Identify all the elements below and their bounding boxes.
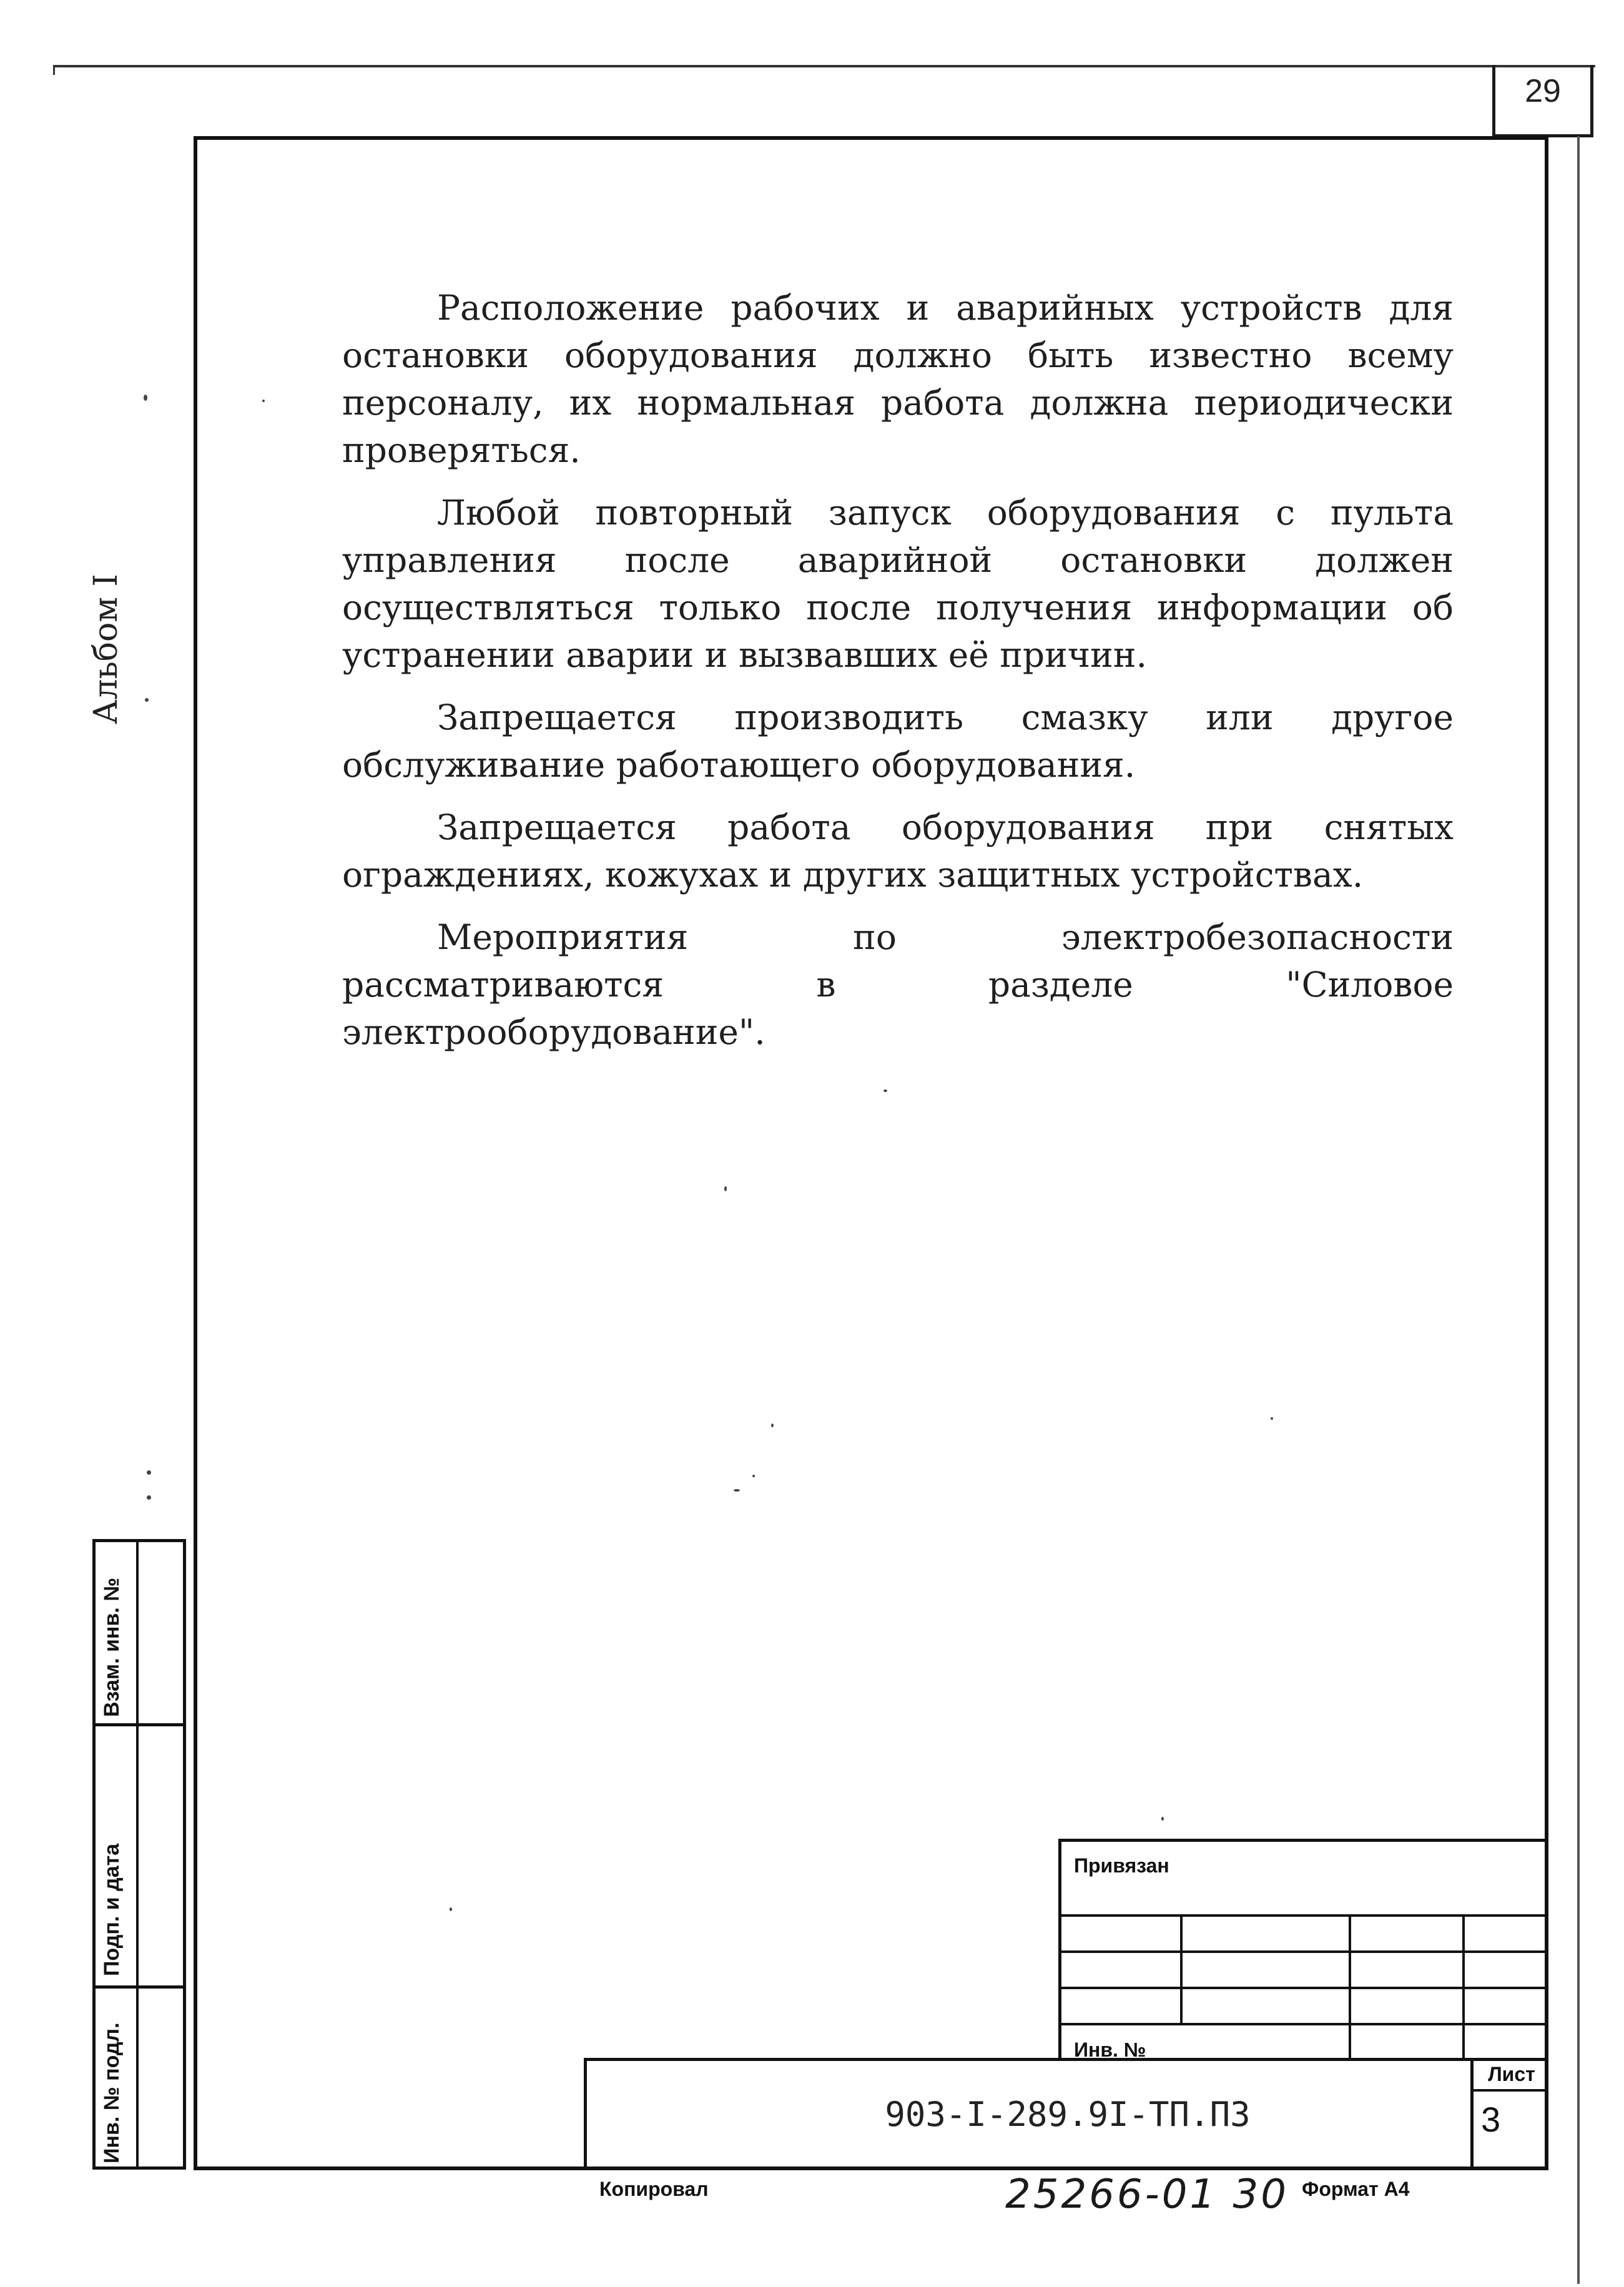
album-label: Альбом I bbox=[87, 574, 125, 724]
side-stamp-column-line bbox=[136, 1539, 139, 2170]
sheet-label: Лист bbox=[1488, 2063, 1535, 2085]
scan-speck bbox=[734, 1489, 740, 1492]
scan-speck bbox=[771, 1424, 774, 1427]
binding-row-line bbox=[1058, 1914, 1548, 1917]
binding-row-line bbox=[1058, 1987, 1548, 1989]
binding-col-line bbox=[1462, 1914, 1465, 2058]
top-rule bbox=[53, 65, 1595, 67]
scan-speck bbox=[147, 1495, 151, 1500]
scan-speck bbox=[883, 1089, 887, 1092]
scan-speck bbox=[1271, 1417, 1273, 1420]
paragraph: Расположение рабочих и аварийных устройств для остановки оборудования должно быть известно всему персоналу, их нормальная работа должна периодически проверяться. bbox=[342, 288, 1454, 470]
page-number: 29 bbox=[1525, 73, 1561, 109]
copied-by-label: Копировал bbox=[599, 2178, 709, 2200]
scan-speck bbox=[145, 698, 149, 702]
binding-row-line bbox=[1058, 2023, 1548, 2025]
handwritten-number: 25266-01 30 bbox=[1005, 2171, 1289, 2218]
outer-right-line bbox=[1577, 136, 1580, 2284]
paragraph: Мероприятия по электробезопасности рассматриваются в разделе "Силовое электрооборудование". bbox=[342, 917, 1454, 1052]
binding-col-line bbox=[1180, 1914, 1183, 2023]
binding-row-line bbox=[1058, 1950, 1548, 1953]
side-stamp-vzam-inv: Взам. инв. № bbox=[100, 1577, 124, 1717]
scan-speck bbox=[450, 1907, 452, 1911]
body-text bbox=[342, 284, 1454, 1071]
sheet-box-divider bbox=[1470, 2089, 1548, 2092]
side-stamp-podp-data: Подп. и дата bbox=[100, 1843, 124, 1976]
scan-speck bbox=[147, 1470, 151, 1475]
paragraph: Запрещается производить смазку или другое обслуживание работающего оборудования. bbox=[342, 697, 1454, 785]
side-stamp-divider bbox=[92, 1985, 186, 1989]
paragraph: Запрещается работа оборудования при снятых ограждениях, кожухах и других защитных устройствах. bbox=[342, 807, 1454, 895]
top-rule-tick bbox=[53, 65, 55, 75]
scan-speck bbox=[262, 400, 265, 402]
inventory-label: Инв. № bbox=[1074, 2039, 1146, 2061]
document-code: 903-I-289.9I-ТП.ПЗ bbox=[885, 2095, 1251, 2134]
side-stamp-inv-podl: Инв. № подл. bbox=[100, 2022, 124, 2163]
paragraph: Любой повторный запуск оборудования с пульта управления после аварийной остановки должен осуществляться только после получения информации об устранении аварии и вызвавших её причин. bbox=[342, 493, 1454, 675]
scan-speck bbox=[752, 1475, 755, 1477]
format-label: Формат А4 bbox=[1302, 2178, 1410, 2200]
side-stamp-divider bbox=[92, 1723, 186, 1726]
scan-speck bbox=[1161, 1817, 1164, 1821]
sheet-number: 3 bbox=[1481, 2100, 1501, 2139]
binding-label: Привязан bbox=[1074, 1854, 1169, 1877]
binding-col-line bbox=[1349, 1914, 1351, 2058]
scan-speck bbox=[144, 395, 147, 401]
scan-speck bbox=[724, 1186, 727, 1191]
